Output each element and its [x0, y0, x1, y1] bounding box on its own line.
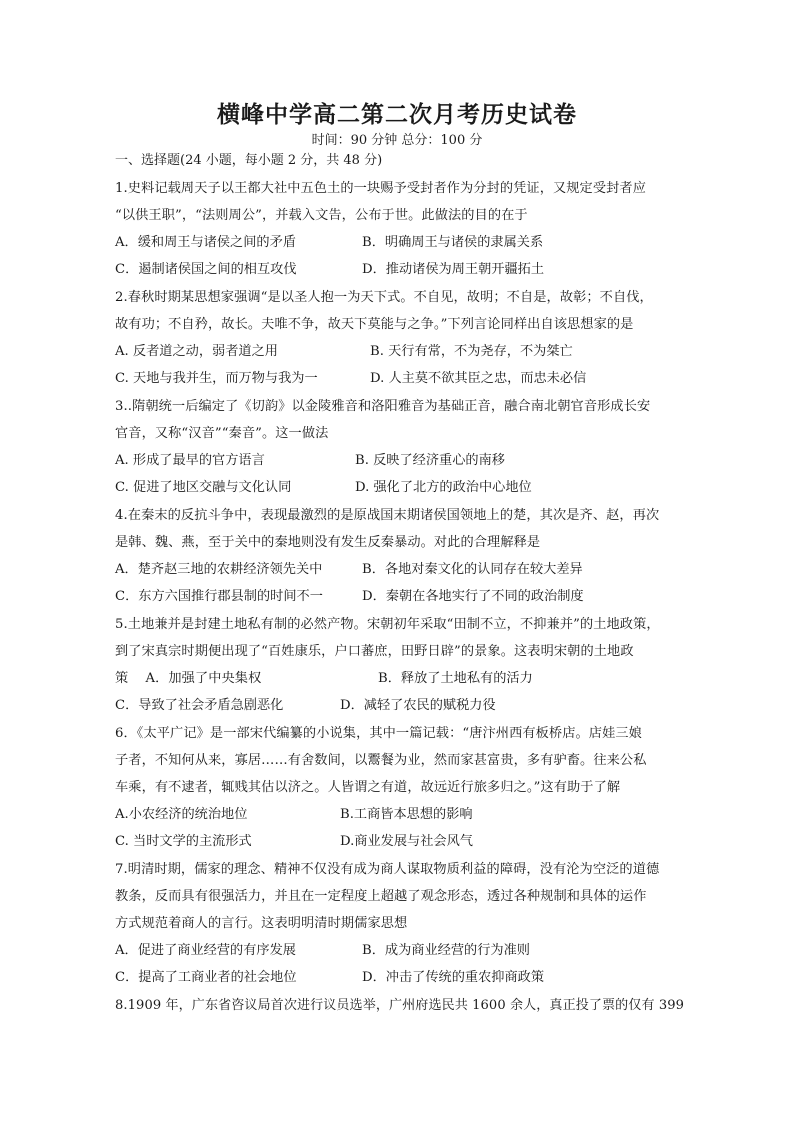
- question-2-option-a: A. 反者道之动，弱者道之用: [115, 344, 278, 359]
- question-1-option-a: A．缓和周王与诸侯之间的矛盾: [115, 235, 296, 250]
- question-4-line-2: 是韩、魏、燕，至于关中的秦地则没有发生反秦暴动。对此的合理解释是: [115, 535, 541, 550]
- question-1-option-c: C．遏制诸侯国之间的相互攻伐: [115, 262, 297, 277]
- question-3-option-b: B. 反映了经济重心的南移: [355, 453, 505, 468]
- question-7-option-b: B．成为商业经营的行为准则: [362, 943, 530, 958]
- question-7-line-2: 教条，反而具有很强活力，并且在一定程度上超越了观念形态，透过各种规制和具体的运作: [115, 889, 647, 904]
- question-3-option-c: C. 促进了地区交融与文化认同: [115, 480, 292, 495]
- question-6-option-b: B.工商皆本思想的影响: [340, 807, 473, 822]
- question-5-line-2: 到了宋真宗时期便出现了“百姓康乐，户口蕃庶，田野日辟”的景象。这表明宋朝的土地政: [115, 644, 634, 659]
- question-2-line-1: 2.春秋时期某思想家强调“是以圣人抱一为天下式。不自见，故明；不自是，故彰；不自伐，: [115, 290, 653, 305]
- question-5-option-b: B．释放了土地私有的活力: [378, 671, 533, 686]
- question-6-line-2: 子者，不知何从来，寡居……有舍数间，以鬻餐为业，然而家甚富贵，多有驴畜。往来公私: [115, 753, 647, 768]
- question-4-option-a: A．楚齐赵三地的农耕经济领先关中: [115, 562, 323, 577]
- question-4-line-1: 4.在秦末的反抗斗争中，表现最激烈的是原战国末期诸侯国领地上的楚，其次是齐、赵，再次: [115, 508, 660, 523]
- question-7-option-c: C．提高了工商业者的社会地位: [115, 970, 297, 985]
- question-2-line-2: 故有功；不自矜，故长。夫唯不争，故天下莫能与之争。”下列言论同样出自该思想家的是: [115, 317, 634, 332]
- exam-subtitle: 时间：90 分钟 总分：100 分: [311, 133, 483, 148]
- question-3-option-a: A. 形成了最早的官方语言: [115, 453, 265, 468]
- question-1-line-2: “以供王职”，“法则周公”，并载入文告，公布于世。此做法的目的在于: [115, 208, 528, 223]
- question-1-line-1: 1.史料记载周天子以王都大社中五色土的一块赐予受封者作为分封的凭证，又规定受封者应: [115, 181, 646, 196]
- question-7-line-1: 7.明清时期，儒家的理念、精神不仅没有成为商人谋取物质利益的障碍，没有沦为空泛的道德: [115, 862, 660, 877]
- question-8-line-1: 8.1909 年，广东省咨议局首次进行议员选举，广州府选民共 1600 余人，真正投了票的仅有 399: [115, 998, 685, 1013]
- question-4-option-b: B．各地对秦文化的认同存在较大差异: [362, 562, 583, 577]
- question-3-option-d: D. 强化了北方的政治中心地位: [355, 480, 532, 495]
- question-6-line-1: 6．《太平广记》是一部宋代编纂的小说集，其中一篇记载：“唐汴州西有板桥店。店娃三娘: [115, 726, 642, 741]
- question-7-option-a: A．促进了商业经营的有序发展: [115, 943, 296, 958]
- question-3-line-1: 3..隋朝统一后编定了《切韵》以金陵雅音和洛阳雅音为基础正音，融合南北朝官音形成长安: [115, 399, 651, 414]
- section-heading: 一、选择题(24 小题，每小题 2 分，共 48 分): [115, 153, 383, 168]
- question-5-option-c: C．导致了社会矛盾急剧恶化: [115, 698, 284, 713]
- question-7-line-3: 方式规范着商人的言行。这表明明清时期儒家思想: [115, 916, 408, 931]
- question-1-option-b: B．明确周王与诸侯的隶属关系: [362, 235, 544, 250]
- question-4-option-d: D．秦朝在各地实行了不同的政治制度: [362, 589, 584, 604]
- exam-title: 横峰中学高二第二次月考历史试卷: [217, 102, 577, 128]
- question-5-line-1: 5.土地兼并是封建土地私有制的必然产物。宋朝初年采取“田制不立，不抑兼并”的土地政策，: [115, 617, 660, 632]
- question-5-line-3-option-a: 策 A．加强了中央集权: [115, 671, 262, 686]
- question-2-option-d: D. 人主莫不欲其臣之忠，而忠未必信: [370, 371, 587, 386]
- question-6-option-c: C. 当时文学的主流形式: [115, 834, 252, 849]
- question-4-option-c: C．东方六国推行郡县制的时间不一: [115, 589, 323, 604]
- question-2-option-b: B. 天行有常，不为尧存，不为桀亡: [370, 344, 573, 359]
- question-7-option-d: D．冲击了传统的重农抑商政策: [362, 970, 545, 985]
- question-6-line-3: 车乘，有不逮者，辄贱其估以济之。人皆谓之有道，故远近行旅多归之。”这有助于了解: [115, 780, 621, 795]
- question-2-option-c: C. 天地与我并生，而万物与我为一: [115, 371, 318, 386]
- question-6-option-d: D.商业发展与社会风气: [340, 834, 473, 849]
- question-3-line-2: 官音，又称“汉音”“秦音”。这一做法: [115, 426, 329, 441]
- question-1-option-d: D．推动诸侯为周王朝开疆拓土: [362, 262, 545, 277]
- question-5-option-d: D．减轻了农民的赋税力役: [340, 698, 496, 713]
- question-6-option-a: A.小农经济的统治地位: [115, 807, 248, 822]
